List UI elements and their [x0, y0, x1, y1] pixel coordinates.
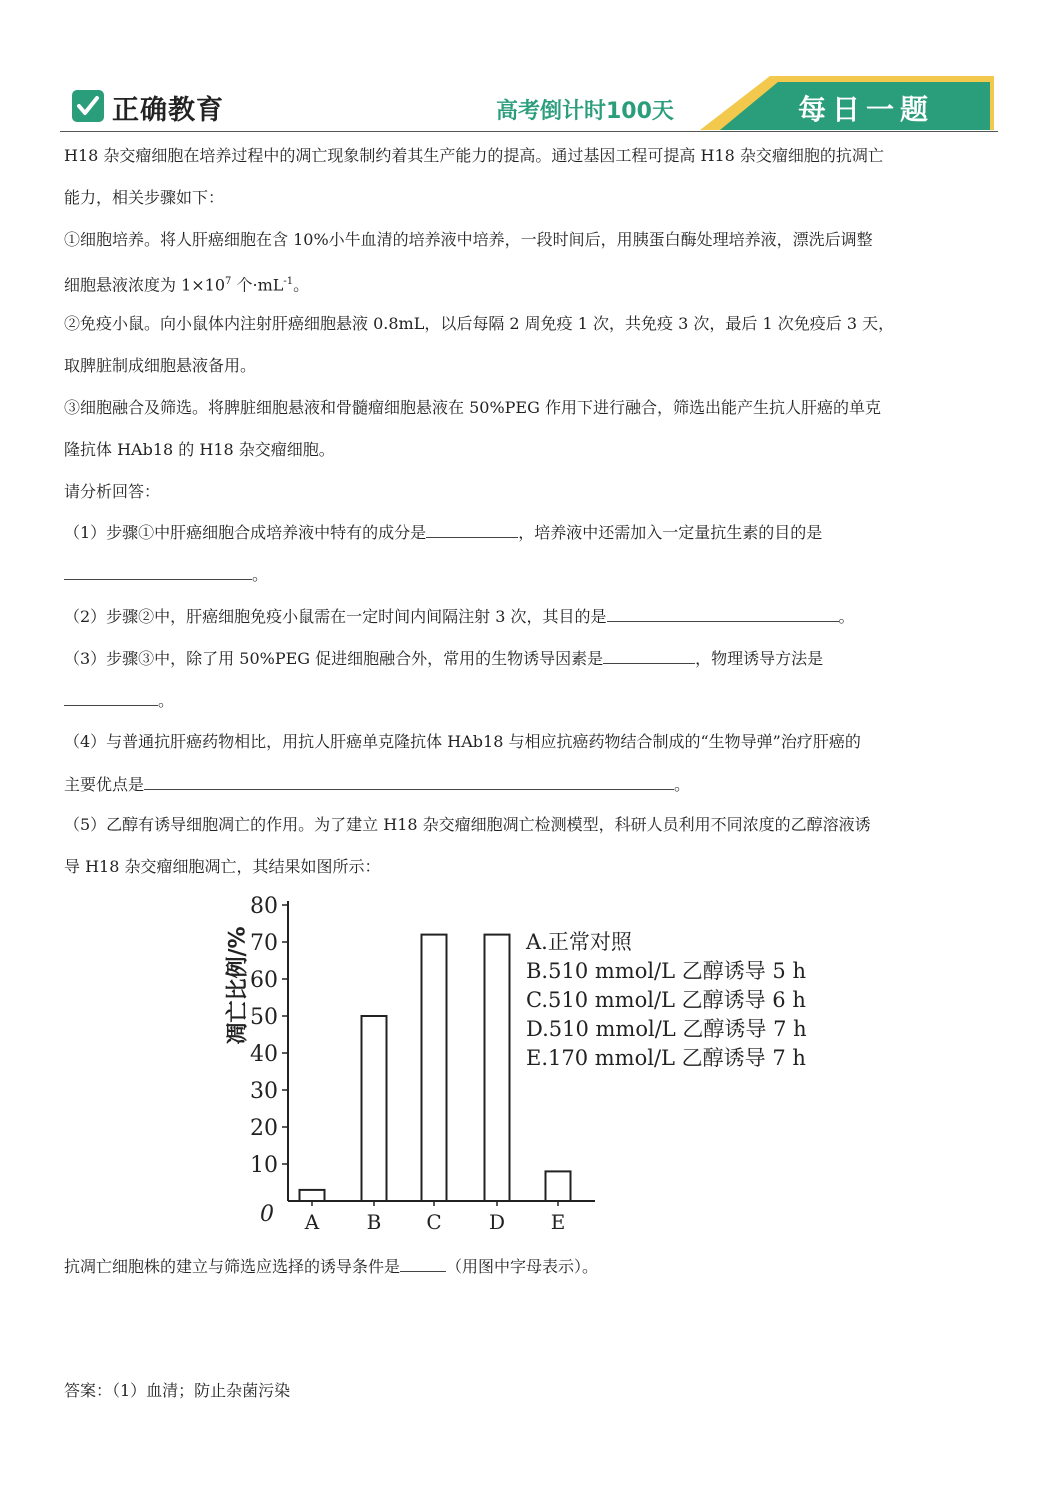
- legend-item-e: E.170 mmol/L 乙醇诱导 7 h: [526, 1046, 806, 1070]
- legend-item-d: D.510 mmol/L 乙醇诱导 7 h: [526, 1017, 807, 1041]
- question-5-line-1: （5）乙醇有诱导细胞凋亡的作用。为了建立 H18 杂交瘤细胞凋亡检测模型，科研人员利用不同浓度的乙醇溶液诱: [64, 815, 871, 834]
- answer-blank-6[interactable]: [144, 774, 674, 790]
- step2-line-1: ②免疫小鼠。向小鼠体内注射肝癌细胞悬液 0.8mL，以后每隔 2 周免疫 1 次，共免疫 3 次，最后 1 次免疫后 3 天，: [64, 314, 895, 333]
- question-1-text-a: （1）步骤①中肝癌细胞合成培养液中特有的成分是: [64, 523, 427, 542]
- legend-item-a: A.正常对照: [526, 930, 632, 954]
- y-tick-label: 70: [250, 931, 278, 956]
- header-divider: [60, 131, 998, 132]
- step1-line-2: [64, 272, 309, 295]
- y-tick-label: 50: [250, 1005, 278, 1030]
- brand-name: 正确教育: [112, 95, 224, 126]
- step3-line-1: ③细胞融合及筛选。将脾脏细胞悬液和骨髓瘤细胞悬液在 50%PEG 作用下进行融合，筛选出能产生抗人肝癌的单克: [64, 398, 881, 417]
- question-5-line-3: [64, 1256, 598, 1277]
- intro-line-2: 能力，相关步骤如下：: [64, 188, 225, 207]
- question-3-line-2: [64, 690, 174, 711]
- question-2-text-a: （2）步骤②中，肝癌细胞免疫小鼠需在一定时间内间隔注射 3 次，其目的是: [64, 607, 607, 626]
- question-4-text-b: 主要优点是: [64, 775, 145, 794]
- countdown-text: 高考倒计时100天: [496, 99, 674, 124]
- question-4-text-c: 。: [674, 775, 691, 794]
- question-3-line-1: [64, 648, 823, 669]
- y-tick-label: 60: [250, 968, 278, 993]
- answer-blank-4[interactable]: [603, 648, 695, 664]
- answer-text: 答案：（1）血清；防止杂菌污染: [64, 1381, 291, 1400]
- step1-text-b: 个·mL: [231, 275, 284, 295]
- question-5-text-c: 抗凋亡细胞株的建立与筛选应选择的诱导条件是: [64, 1257, 401, 1276]
- step1-text-a: 细胞悬液浓度为 1×10: [64, 275, 226, 295]
- y-tick-label: 20: [250, 1116, 278, 1141]
- page-header: [60, 70, 998, 134]
- step1-exponent-2: -1: [283, 276, 294, 287]
- step1-line-1: ①细胞培养。将人肝癌细胞在含 10%小牛血清的培养液中培养，一段时间后，用胰蛋白酶处理培养液，漂洗后调整: [64, 230, 873, 249]
- step1-exponent: 7: [225, 276, 232, 287]
- y-tick-label: 40: [250, 1042, 278, 1067]
- x-tick-label: A: [304, 1210, 320, 1234]
- step2-line-2: 取脾脏制成细胞悬液备用。: [64, 356, 257, 375]
- y-tick-label: 30: [250, 1079, 278, 1104]
- answer-blank-2[interactable]: [64, 564, 252, 580]
- question-1-line-1: [64, 522, 822, 543]
- answer-blank-7[interactable]: [400, 1256, 446, 1272]
- daily-question-banner: 每日一题: [798, 93, 935, 126]
- chart-legend: [526, 928, 807, 1073]
- question-2-text-b: 。: [838, 607, 855, 626]
- checkmark-logo-icon: [72, 90, 104, 122]
- legend-item-b: B.510 mmol/L 乙醇诱导 5 h: [526, 959, 806, 983]
- question-3-text-b: ，物理诱导方法是: [695, 649, 824, 668]
- bar-d: [485, 935, 510, 1201]
- x-tick-label: D: [488, 1210, 506, 1234]
- x-tick-label: B: [366, 1210, 382, 1234]
- question-1-text-c: 。: [252, 565, 269, 584]
- step3-line-2: 隆抗体 HAb18 的 H18 杂交瘤细胞。: [64, 440, 335, 459]
- y-tick-label: 10: [250, 1153, 278, 1178]
- answer-blank-3[interactable]: [607, 606, 839, 622]
- answer-blank-1[interactable]: [426, 522, 518, 538]
- question-5-line-2: 导 H18 杂交瘤细胞凋亡，其结果如图所示：: [64, 857, 381, 876]
- answer-blank-5[interactable]: [64, 690, 158, 706]
- legend-item-c: C.510 mmol/L 乙醇诱导 6 h: [526, 988, 806, 1012]
- bar-c: [422, 935, 447, 1201]
- bar-e: [546, 1171, 571, 1201]
- step1-text-c: 。: [293, 275, 310, 295]
- y-tick-label: 0: [260, 1202, 274, 1227]
- x-tick-label: E: [550, 1210, 566, 1234]
- question-3-text-c: 。: [158, 691, 175, 710]
- question-1-text-b: ，培养液中还需加入一定量抗生素的目的是: [518, 523, 823, 542]
- bar-a: [300, 1190, 325, 1201]
- question-5-text-d: （用图中字母表示）。: [446, 1257, 599, 1276]
- prompt-text: 请分析回答：: [64, 482, 161, 501]
- bar-b: [362, 1016, 387, 1201]
- question-2-line: [64, 606, 855, 627]
- question-3-text-a: （3）步骤③中，除了用 50%PEG 促进细胞融合外，常用的生物诱导因素是: [64, 649, 604, 668]
- chart-y-axis-label: 凋亡比例/%: [225, 926, 251, 1045]
- question-4-line-1: （4）与普通抗肝癌药物相比，用抗人肝癌单克隆抗体 HAb18 与相应抗癌药物结合制成的“生物导弹”治疗肝癌的: [64, 732, 861, 751]
- question-4-line-2: [64, 774, 690, 795]
- intro-line-1: H18 杂交瘤细胞在培养过程中的凋亡现象制约着其生产能力的提高。通过基因工程可提高 H18 杂交瘤细胞的抗凋亡: [64, 146, 884, 165]
- y-tick-label: 80: [250, 894, 278, 919]
- chart-ticks: [250, 894, 565, 1234]
- question-1-line-2: [64, 564, 268, 585]
- x-tick-label: C: [426, 1210, 442, 1234]
